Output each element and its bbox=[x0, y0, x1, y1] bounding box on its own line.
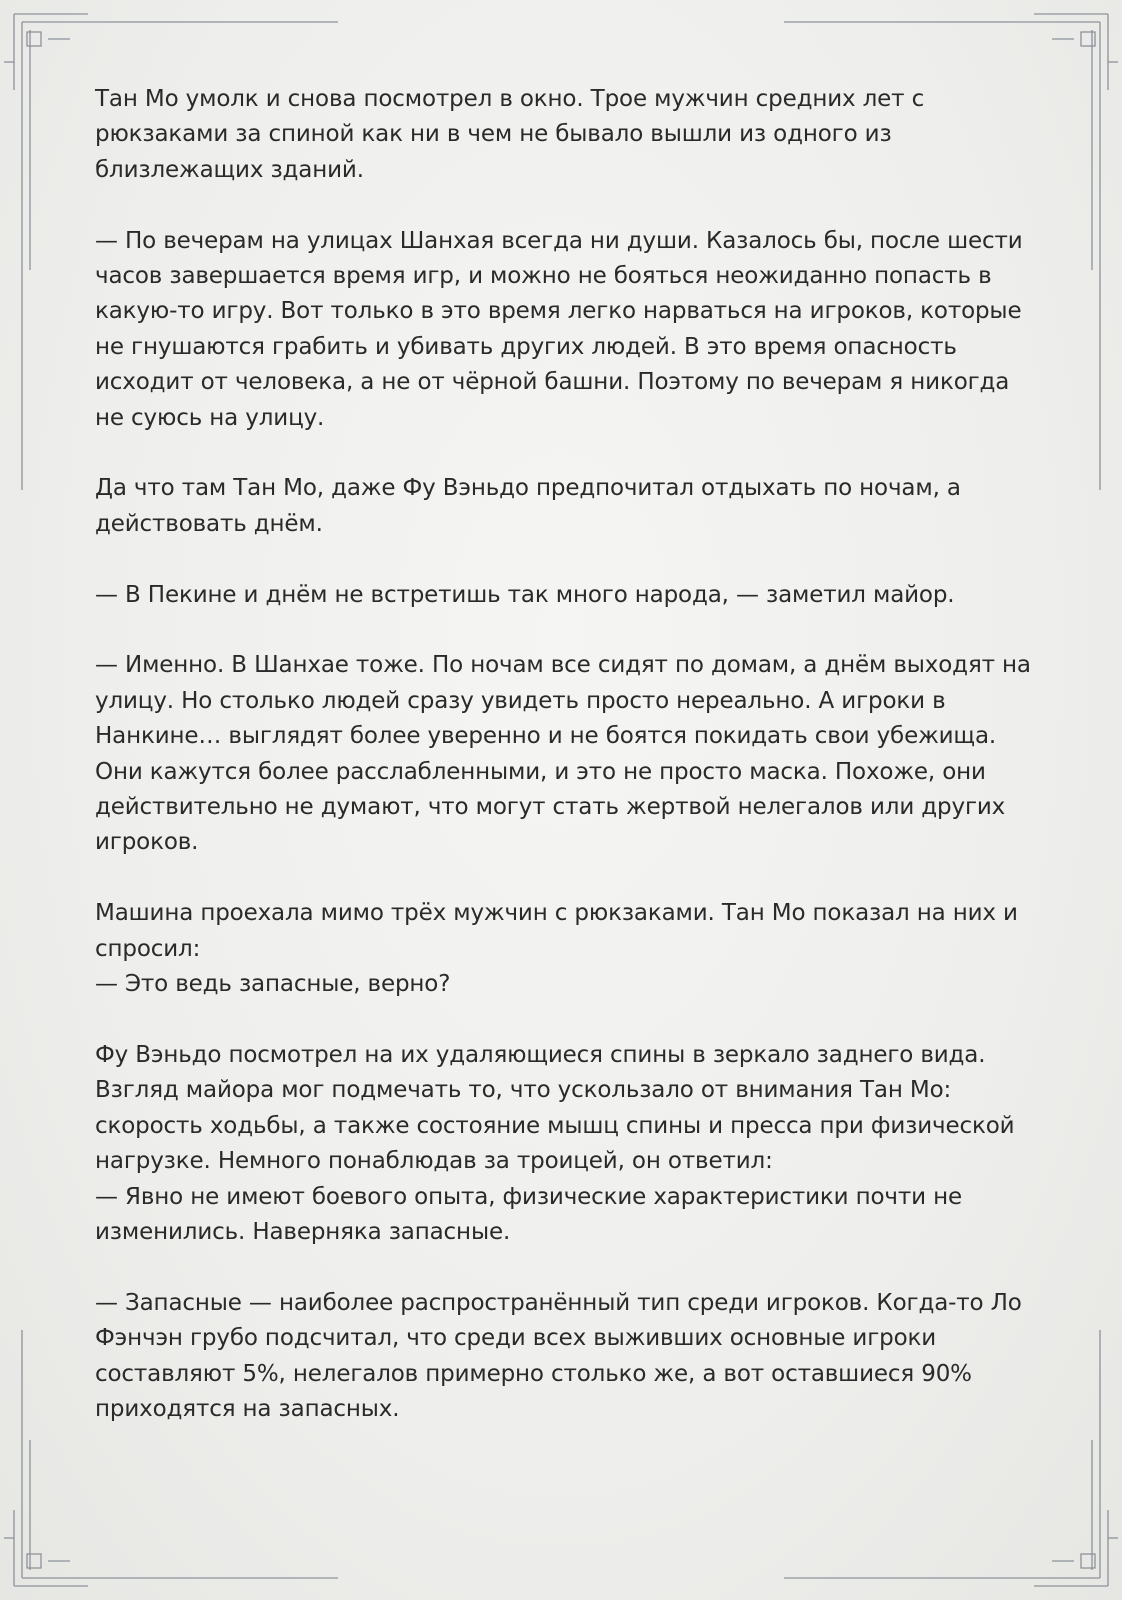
paragraph-5: — Именно. В Шанхае тоже. По ночам все сидят по домам, а днём выходят на улицу. Но столько людей сразу увидеть просто нереально. А игроки в Нанкине… выглядят более уверенно и не боятся покидать свои убежища. Они кажутся более расслабленными, и это не просто маска. Похоже, они действительно не думают, что могут стать жертвой нелегалов или других игроков. bbox=[95, 652, 1031, 856]
paragraph-6: Машина проехала мимо трёх мужчин с рюкзаками. Тан Мо показал на них и спросил: — Это ведь запасные, верно? bbox=[95, 900, 1018, 998]
paragraph-4: — В Пекине и днём не встретишь так много народа, — заметил майор. bbox=[95, 581, 955, 608]
paragraph-2: — По вечерам на улицах Шанхая всегда ни души. Казалось бы, после шести часов завершается время игр, и можно не бояться неожиданно попасть в какую-то игру. Вот только в это время легко нарваться на игроков, которые не гнушаются грабить и убивать других людей. В это время опасность исходит от человека, а не от чёрной башни. Поэтому по вечерам я никогда не суюсь на улицу. bbox=[95, 227, 1023, 431]
text-body bbox=[95, 82, 1035, 1463]
paragraph-7: Фу Вэньдо посмотрел на их удаляющиеся спины в зеркало заднего вида. Взгляд майора мог подмечать то, что ускользало от внимания Тан Мо: скорость ходьбы, а также состояние мышц спины и пресса при физической нагрузке. Немного понаблюдав за троицей, он ответил: — Явно не имеют боевого опыта, физические характеристики почти не изменились. Наверняка запасные. bbox=[95, 1041, 1015, 1245]
paragraph-1: Тан Мо умолк и снова посмотрел в окно. Трое мужчин средних лет с рюкзаками за спиной как ни в чем не бывало вышли из одного из близлежащих зданий. bbox=[95, 86, 925, 183]
paragraph-3: Да что там Тан Мо, даже Фу Вэньдо предпочитал отдыхать по ночам, а действовать днём. bbox=[95, 475, 961, 537]
paragraph-8: — Запасные — наиболее распространённый тип среди игроков. Когда-то Ло Фэнчэн грубо подсчитал, что среди всех выживших основные игроки составляют 5%, нелегалов примерно столько же, а вот оставшиеся 90% приходятся на запасных. bbox=[95, 1289, 1022, 1422]
